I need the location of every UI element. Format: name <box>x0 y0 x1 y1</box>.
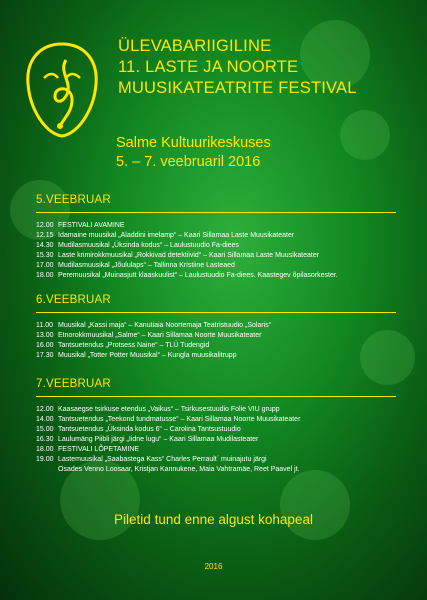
venue-dates: 5. – 7. veebruaril 2016 <box>116 154 261 170</box>
venue-name: Salme Kultuurikeskuses <box>116 135 271 151</box>
event-time: 15.30 <box>36 252 54 259</box>
festival-title <box>118 36 418 99</box>
event-time: 15.00 <box>36 426 54 433</box>
event-text: Lastemuusikal „Saabastega Kass“ Charles Perrault´ muinajutu järgi <box>58 456 267 463</box>
event-text: Tantsuetendus „Üksinda kodus 6“ – Carolina Tantsustuudio <box>58 426 241 433</box>
event-text: Osades Venno Loosaar, Kristjan Kannukene, Maia Vahtramäe, Reet Paavel jt. <box>58 466 300 473</box>
event-row <box>36 405 396 415</box>
bokeh-light <box>340 110 390 160</box>
event-row <box>36 241 396 251</box>
event-row <box>36 351 396 361</box>
event-text: FESTIVALI AVAMINE <box>58 222 125 229</box>
footer-year: 2016 <box>204 562 223 571</box>
event-row <box>36 321 396 331</box>
event-text: FESTIVALI LÕPETAMINE <box>58 446 140 453</box>
title-line: MUUSIKATEATRITE FESTIVAL <box>118 79 357 97</box>
title-line: 11. LASTE JA NOORTE <box>118 58 299 76</box>
event-text: Tantsuetendus „Teekond tundmatusse“ – Kaari Sillamaa Noorte Muusikateater <box>58 416 301 423</box>
event-text: Laste krimirokkmuusikal „Rokkivad detektiivid“ – Kaari Sillamaa Laste Muusikateater <box>58 252 320 259</box>
day-section <box>36 294 396 361</box>
divider <box>36 312 396 313</box>
event-text: Muusikal „Kassi maja“ – Kanutiaia Noortemaja Teatristuudio „Solaris“ <box>58 322 272 329</box>
event-row <box>36 455 396 465</box>
event-time: 17.00 <box>36 262 54 269</box>
event-time: 14.00 <box>36 416 54 423</box>
bokeh-light <box>280 470 350 540</box>
event-time: 14.30 <box>36 242 54 249</box>
event-row <box>36 445 396 455</box>
event-text: Mudilasmuusikal „Üksinda kodus“ – Laulustuudio Fa-diees <box>58 242 239 249</box>
divider <box>36 396 396 397</box>
event-time: 12.00 <box>36 222 54 229</box>
festival-logo-mask-icon <box>22 40 102 140</box>
day-section <box>36 194 396 281</box>
event-text: Tantsuetendus „Protsess Naine“ – TLÜ Tudengid <box>58 342 210 349</box>
event-time: 11.00 <box>36 322 53 329</box>
event-text: Kaasaegse tsirkuse etendus „Vaikus“ – Tsirkusestuudio Folie VIU grupp <box>58 406 280 413</box>
event-text: Etnorokkmuusikal „Salme“ – Kaari Sillamaa Noorte Muusikateater <box>58 332 262 339</box>
venue-block <box>116 134 271 172</box>
event-row <box>36 251 396 261</box>
event-row-continuation <box>36 465 396 475</box>
event-time: 12.15 <box>36 232 54 239</box>
event-time: 12.00 <box>36 406 54 413</box>
event-time: 18.00 <box>36 446 54 453</box>
event-time: 18.00 <box>36 272 54 279</box>
event-row <box>36 331 396 341</box>
event-text: Peremuusikal „Muinasjutt klaaskuulist“ – Laulustuudio Fa-diees. Kaastegev õpilasorkester. <box>58 272 338 279</box>
event-text: Muusikal „Totter Potter Muusikal“ – Kungla muusikalitrupp <box>58 352 237 359</box>
event-text: Mudilasmuusikal „Jõululaps“ – Tallinna Kristiine Lasteaed <box>58 262 235 269</box>
tickets-note: Piletid tund enne algust kohapeal <box>114 512 313 527</box>
event-text: Laulumäng Piibli järgi „Iidne lugu“ – Kaari Sillamaa Mudilasteater <box>58 436 259 443</box>
day-section <box>36 378 396 475</box>
day-heading: 5.VEEBRUAR <box>36 194 111 206</box>
event-row <box>36 435 396 445</box>
event-row <box>36 415 396 425</box>
day-heading: 7.VEEBRUAR <box>36 378 111 390</box>
event-text: Idamaine muusikal „Aladdini imelamp“ – Kaari Sillamaa Laste Muusikateater <box>58 232 295 239</box>
event-time: 16.30 <box>36 436 54 443</box>
event-row <box>36 261 396 271</box>
event-time: 16.00 <box>36 342 54 349</box>
event-row <box>36 341 396 351</box>
event-row <box>36 231 396 241</box>
event-row <box>36 271 396 281</box>
event-time: 19.00 <box>36 456 54 463</box>
event-time: 17.30 <box>36 352 54 359</box>
event-time: 13.00 <box>36 332 54 339</box>
title-line: ÜLEVABARIIGILINE <box>118 37 272 55</box>
event-row <box>36 425 396 435</box>
divider <box>36 212 396 213</box>
event-row <box>36 221 396 231</box>
day-heading: 6.VEEBRUAR <box>36 294 111 306</box>
